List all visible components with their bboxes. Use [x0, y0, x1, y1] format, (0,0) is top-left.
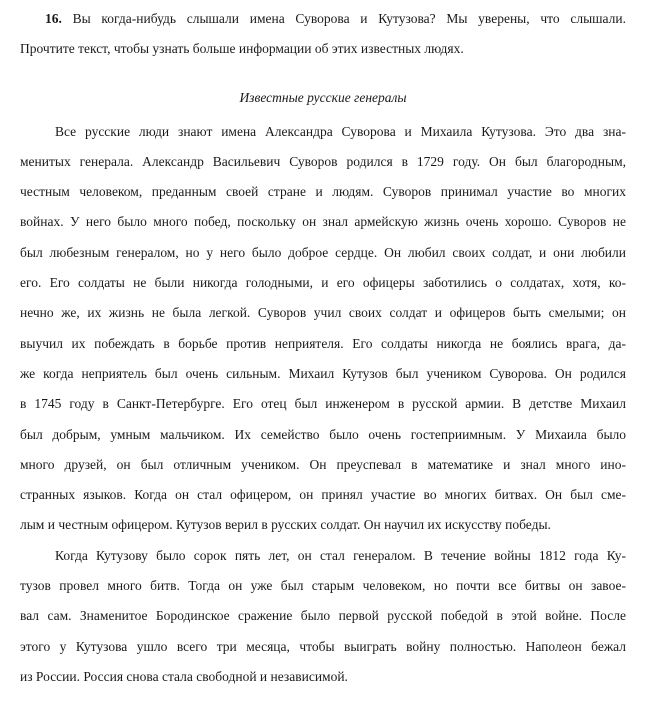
paragraph-line: в 1745 году в Санкт-Петербурге. Его отец был инженером в русской армии. В детстве Михаил — [20, 396, 626, 412]
paragraph-line: его. Его солдаты не были никогда голодными, и его офицеры заботились о солдатах, хотя, ко- — [20, 275, 626, 291]
paragraph-line: войнах. У него было много побед, поскольку он знал армейскую жизнь очень хорошо. Суворов не — [20, 214, 626, 230]
paragraph-line: Когда Кутузову было сорок пять лет, он стал генералом. В течение войны 1812 года Ку- — [55, 547, 626, 563]
document-page — [20, 4, 626, 692]
paragraph-line: выучил их побеждать в борьбе против неприятеля. Его солдаты никогда не боялись врага, да- — [20, 335, 626, 351]
paragraph-line: тузов провел много битв. Тогда он уже был старым человеком, но почти все битвы он завое- — [20, 578, 626, 594]
paragraph — [20, 117, 626, 541]
paragraph-line: вал сам. Знаменитое Бородинское сражение было первой русской победой в этой войне. После — [20, 608, 626, 624]
paragraph-line: менитых генерала. Александр Васильевич Суворов родился в 1729 году. Он был благородным, — [20, 153, 626, 169]
paragraph-line: Все русские люди знают имена Александра Суворова и Михаила Кутузова. Это два зна- — [55, 123, 626, 139]
paragraph-line: нечно же, их жизнь не была легкой. Суворов учил своих солдат и офицеров быть смелыми; он — [20, 305, 626, 321]
exercise-intro — [20, 4, 626, 65]
intro-text: Вы когда-нибудь слышали имена Суворова и Кутузова? Мы уверены, что слышали. — [72, 11, 626, 26]
paragraph-line: из России. Россия снова стала свободной и независимой. — [20, 668, 348, 684]
intro-line — [20, 4, 626, 34]
paragraph-line: был добрым, умным мальчиком. Их семейство было очень гостеприимным. У Михаила было — [20, 426, 626, 442]
paragraph-line: этого у Кутузова ушло всего три месяца, чтобы выиграть войну полностью. Наполеон бежал — [20, 638, 626, 654]
paragraph — [20, 541, 626, 692]
text-title: Известные русские генералы — [239, 89, 407, 105]
paragraph-line: странных языков. Когда он стал офицером, он принял участие во многих битвах. Он был сме- — [20, 487, 626, 503]
exercise-number: 16. — [45, 11, 62, 26]
intro-line: Прочтите текст, чтобы узнать больше информации об этих известных людях. — [20, 41, 464, 57]
paragraph-line: честным человеком, преданным своей стране и людям. Суворов принимал участие во многих — [20, 184, 626, 200]
paragraph-line: много друзей, он был отличным учеником. Он преуспевал в математике и знал много ино- — [20, 456, 626, 472]
paragraph-line: был любезным генералом, но у него было доброе сердце. Он любил своих солдат, и они любили — [20, 244, 626, 260]
paragraph-line: лым и честным офицером. Кутузов верил в русских солдат. Он научил их искусству победы. — [20, 517, 551, 533]
paragraph-line: же когда неприятель был очень сильным. Михаил Кутузов был учеником Суворова. Он родился — [20, 365, 626, 381]
